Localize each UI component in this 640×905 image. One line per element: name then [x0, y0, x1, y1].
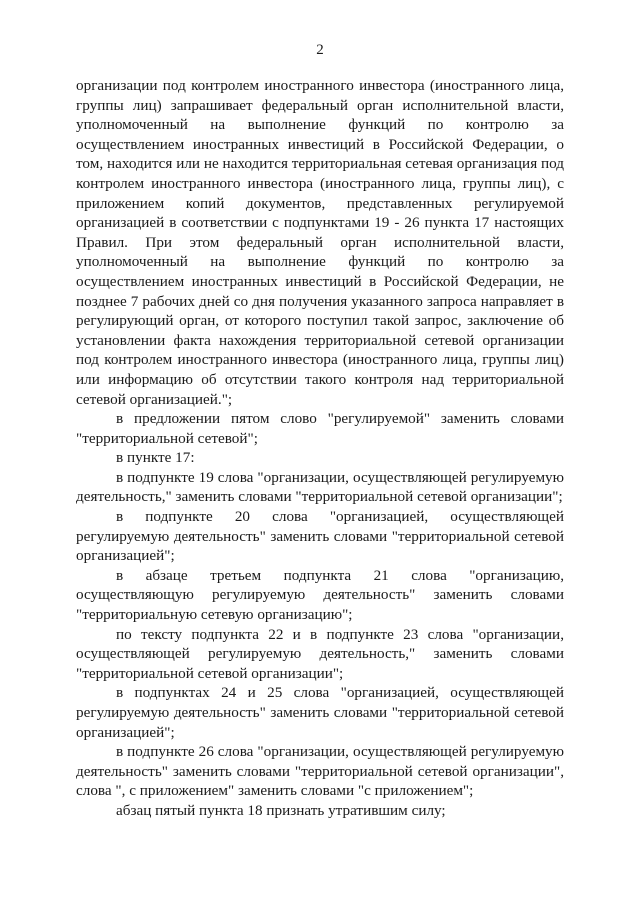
paragraph-amendment: в подпункте 26 слова "организации, осуществляющей регулируемую деятельность" заменить словами "территориальной сетевой организации", слова ", с приложением" заменить словами "с приложением";	[76, 743, 564, 800]
paragraph-amendment: абзац пятый пункта 18 признать утратившим силу;	[116, 801, 446, 819]
paragraph-amendment: в подпунктах 24 и 25 слова "организацией, осуществляющей регулируемую деятельность" заменить словами "территориальной сетевой организацией";	[76, 684, 564, 741]
page-number: 2	[316, 42, 324, 58]
paragraph-amendment: в подпункте 19 слова "организации, осуществляющей регулируемую деятельность," заменить словами "территориальной сетевой организации";	[76, 468, 564, 506]
paragraph-amendment: в абзаце третьем подпункта 21 слова "организацию, осуществляющую регулируемую деятельность" заменить словами "территориальную сетевую организацию";	[76, 566, 564, 624]
paragraph-amendment: в подпункте 20 слова "организацией, осуществляющей регулируемую деятельность" заменить словами "территориальной сетевой организацией";	[76, 508, 564, 565]
paragraph-amendment: в предложении пятом слово "регулируемой" заменить словами "территориальной сетевой";	[76, 410, 564, 447]
document-body	[76, 76, 564, 821]
paragraph-continuation: организации под контролем иностранного инвестора (иностранного лица, группы лиц) запрашивает федеральный орган исполнительной власти, уполномоченный на выполнение функций по контролю за осуществлением иностранных инвестиций в Российской Федерации, о том, находится или не находится территориальная сетевая организация под контролем иностранного инвестора (иностранного лица, группы лиц), с приложением копий документов, представленных регулируемой организацией в соответствии с подпунктами 19 - 26 пункта 17 настоящих Правил. При этом федеральный орган исполнительной власти, уполномоченный на выполнение функций по контролю за осуществлением иностранных инвестиций в Российской Федерации, не позднее 7 рабочих дней со дня получения указанного запроса направляет в регулирующий орган, от которого поступил такой запрос, заключение об установлении факта нахождения территориальной сетевой организации под контролем иностранного инвестора (иностранного лица, группы лиц) или информацию об отсутствии такого контроля над территориальной сетевой организацией.";	[76, 77, 564, 408]
paragraph-amendment: в пункте 17:	[116, 449, 195, 467]
paragraph-amendment: по тексту подпункта 22 и в подпункте 23 слова "организации, осуществляющей регулируемую деятельность," заменить словами "территориальной сетевой организации";	[76, 625, 564, 682]
